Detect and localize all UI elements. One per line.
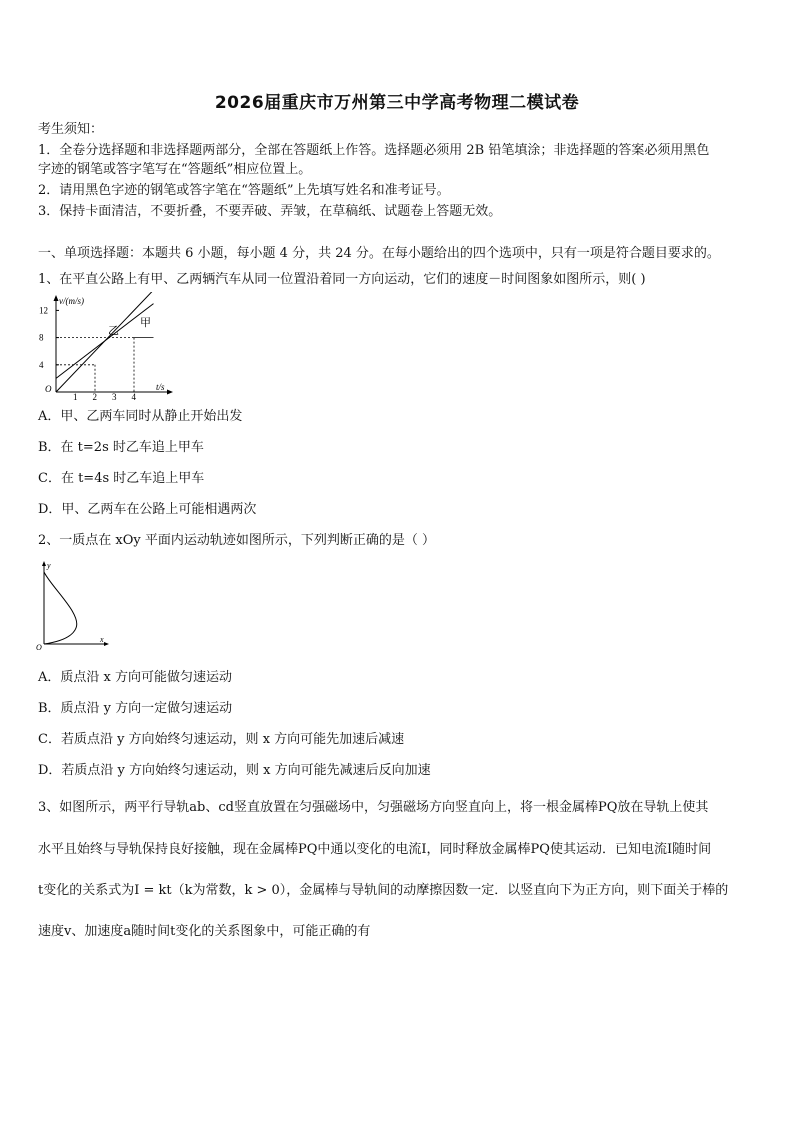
origin-label: O — [36, 643, 42, 650]
y-tick-label: 4 — [39, 359, 44, 370]
page-title: 2026届重庆市万州第三中学高考物理二模试卷 — [214, 93, 580, 113]
x-tick-label: 2 — [92, 392, 97, 402]
x-axis-label: x — [100, 635, 104, 644]
trajectory-diagram — [34, 558, 114, 650]
x-axis-arrow — [167, 390, 173, 395]
notice-item-1b: 字迹的钢笔或答字笔写在“答题纸”相应位置上。 — [38, 162, 312, 177]
question-3-line-1: 3、如图所示，两平行导轨ab、cd竖直放置在匀强磁场中，匀强磁场方向竖直向上，将一根金属棒PQ放在导轨上使其 — [38, 800, 709, 815]
q1-option-c: C．在 t=4s 时乙车追上甲车 — [38, 471, 205, 486]
velocity-time-chart — [36, 292, 176, 402]
question-3-line-2: 水平且始终与导轨保持良好接触，现在金属棒PQ中通以变化的电流I，同时释放金属棒PQ使其运动．已知电流I随时间 — [38, 842, 712, 857]
x-tick-label: 3 — [112, 392, 117, 402]
notice-item-1a: 1．全卷分选择题和非选择题两部分，全部在答题纸上作答。选择题必须用 2B 铅笔填涂；非选择题的答案必须用黑色 — [38, 143, 710, 158]
q1-option-d: D．甲、乙两车在公路上可能相遇两次 — [38, 502, 257, 517]
q1-option-a: A．甲、乙两车同时从静止开始出发 — [38, 409, 243, 424]
x-axis-label: t/s — [156, 382, 165, 392]
notice-item-3: 3．保持卡面清洁，不要折叠，不要弄破、弄皱，在草稿纸、试题卷上答题无效。 — [38, 204, 502, 219]
notice-heading: 考生须知： — [38, 122, 104, 137]
question-3-line-3: t变化的关系式为I = kt（k为常数，k > 0），金属棒与导轨间的动摩擦因数一定．以竖直向下为正方向，则下面关于棒的 — [38, 883, 729, 898]
q2-option-d: D．若质点沿 y 方向始终匀速运动，则 x 方向可能先减速后反向加速 — [38, 763, 431, 778]
question-3-line-4: 速度v、加速度a随时间t变化的关系图象中，可能正确的有 — [38, 924, 371, 939]
y-tick-label: 12 — [39, 305, 48, 316]
y-axis-label: v/(m/s) — [59, 296, 84, 306]
q2-option-b: B．质点沿 y 方向一定做匀速运动 — [38, 701, 233, 716]
y-axis-arrow — [42, 561, 46, 566]
x-tick-label: 4 — [131, 392, 136, 402]
series-label-yi: 乙 — [108, 325, 119, 337]
section-heading: 一、单项选择题：本题共 6 小题，每小题 4 分，共 24 分。在每小题给出的四个选项中，只有一项是符合题目要求的。 — [38, 246, 720, 261]
trajectory-curve — [44, 572, 77, 644]
series-line-yi — [56, 292, 154, 392]
y-axis-label: y — [47, 561, 51, 570]
q2-option-a: A．质点沿 x 方向可能做匀速运动 — [38, 670, 232, 685]
y-tick-label: 8 — [39, 332, 44, 343]
notice-item-2: 2．请用黑色字迹的钢笔或答字笔在“答题纸”上先填写姓名和准考证号。 — [38, 183, 450, 198]
question-1-stem: 1、在平直公路上有甲、乙两辆汽车从同一位置沿着同一方向运动，它们的速度－时间图象如图所示，则( ) — [38, 272, 646, 287]
x-tick-label: 1 — [73, 392, 78, 402]
origin-label: O — [45, 384, 52, 394]
series-label-jia: 甲 — [140, 317, 151, 329]
q1-option-b: B．在 t=2s 时乙车追上甲车 — [38, 440, 204, 455]
question-2-stem: 2、一质点在 xOy 平面内运动轨迹如图所示，下列判断正确的是（ ） — [38, 533, 436, 548]
y-axis-arrow — [54, 295, 59, 301]
x-axis-arrow — [104, 642, 109, 646]
q2-option-c: C．若质点沿 y 方向始终匀速运动，则 x 方向可能先加速后减速 — [38, 732, 405, 747]
